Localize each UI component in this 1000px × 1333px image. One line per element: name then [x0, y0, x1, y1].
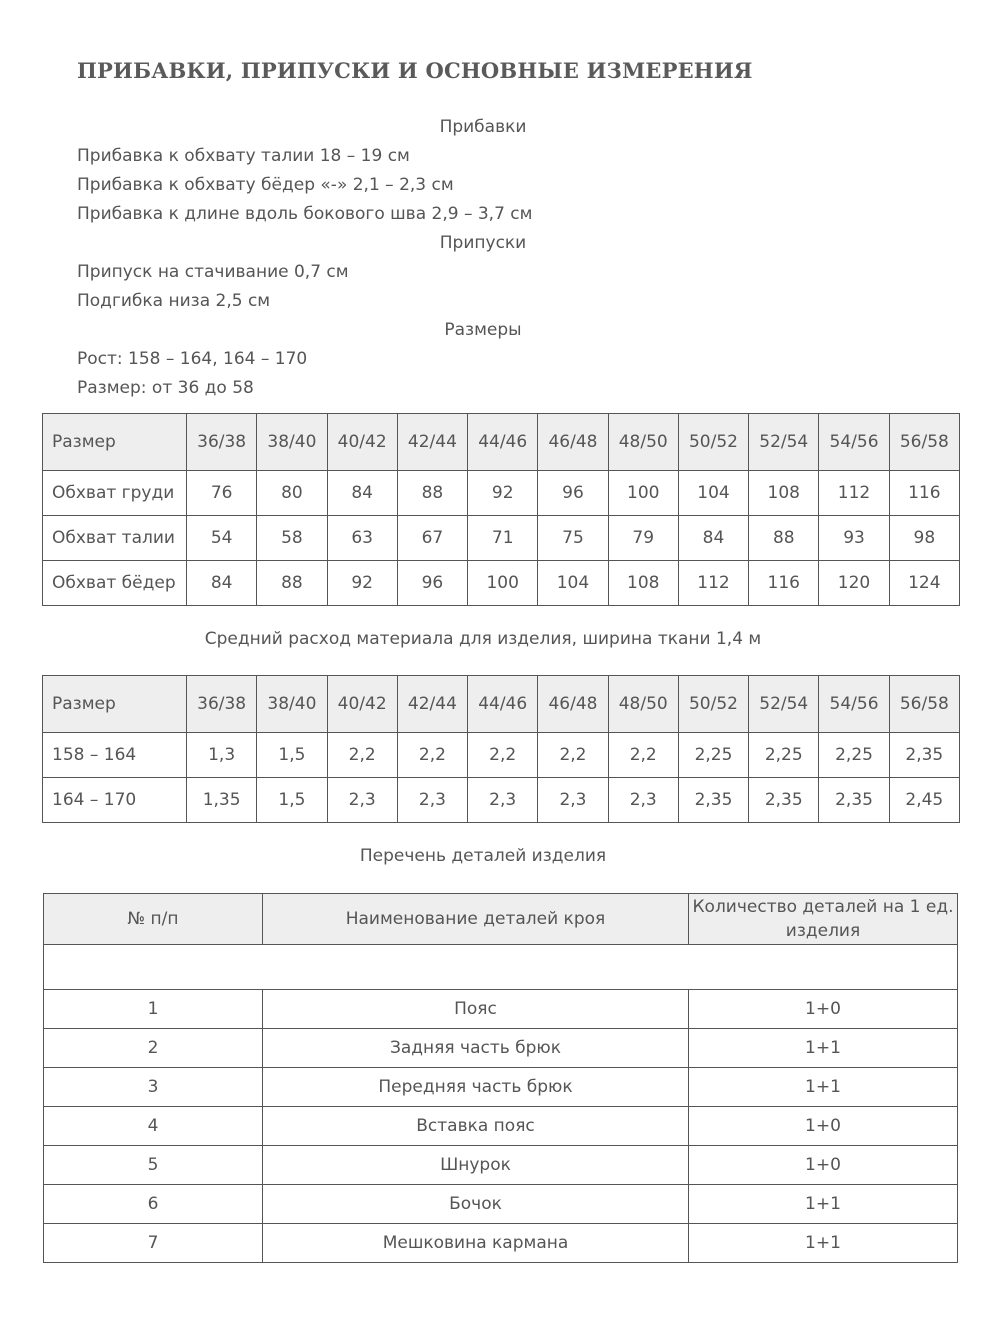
table-cell: 75 [538, 516, 608, 561]
table-row [44, 1107, 958, 1146]
table-cell: 2,3 [397, 778, 467, 823]
table-cell: 46/48 [538, 676, 608, 733]
table-cell: 92 [468, 471, 538, 516]
table-cell: 2,25 [819, 733, 889, 778]
size-line: Размер: от 36 до 58 [77, 378, 254, 398]
table-cell: 88 [397, 471, 467, 516]
table-row [44, 1068, 958, 1107]
table-cell: 112 [678, 561, 748, 606]
table-cell: 2,2 [397, 733, 467, 778]
table-cell: 52/54 [749, 676, 819, 733]
table-cell: 84 [327, 471, 397, 516]
table-cell: 2,35 [819, 778, 889, 823]
row-label-cell: 164 – 170 [43, 778, 187, 823]
table-cell: 36/38 [187, 414, 257, 471]
table-cell: 40/42 [327, 676, 397, 733]
header-cell: Наименование деталей кроя [263, 894, 689, 945]
row-label-cell: Обхват талии [43, 516, 187, 561]
table-cell: 80 [257, 471, 327, 516]
table-cell: 2,2 [538, 733, 608, 778]
table-row [44, 1224, 958, 1263]
table-cell: 92 [327, 561, 397, 606]
table-cell: 71 [468, 516, 538, 561]
table-cell: 38/40 [257, 676, 327, 733]
table-cell: 1,35 [187, 778, 257, 823]
table-cell: 38/40 [257, 414, 327, 471]
parts-heading: Перечень деталей изделия [359, 846, 607, 866]
table-cell: 116 [749, 561, 819, 606]
row-label-cell: Обхват бёдер [43, 561, 187, 606]
seam-line: Подгибка низа 2,5 см [77, 291, 271, 311]
table-cell: 44/46 [468, 676, 538, 733]
table-row [43, 778, 960, 823]
table-cell: 1+0 [689, 1107, 958, 1146]
header-cell: Количество деталей на 1 ед. изделия [689, 894, 958, 945]
table-cell: 67 [397, 516, 467, 561]
table-cell: 1+0 [689, 990, 958, 1029]
table-row [43, 516, 960, 561]
table-cell: 2,35 [749, 778, 819, 823]
allowances-heading: Прибавки [439, 117, 527, 137]
table-cell: Пояс [263, 990, 689, 1029]
table-cell: 42/44 [397, 414, 467, 471]
table-cell: 1+1 [689, 1224, 958, 1263]
table-row [43, 733, 960, 778]
seams-heading: Припуски [439, 233, 527, 253]
table-row [44, 990, 958, 1029]
table-cell: 93 [819, 516, 889, 561]
table-cell: 2,2 [608, 733, 678, 778]
table-cell: 58 [257, 516, 327, 561]
table-cell: 120 [819, 561, 889, 606]
table-cell: 1,5 [257, 733, 327, 778]
table-cell: 1+1 [689, 1029, 958, 1068]
table-cell: 96 [397, 561, 467, 606]
table-cell: 1+0 [689, 1146, 958, 1185]
table-cell: 1,3 [187, 733, 257, 778]
allowance-line: Прибавка к обхвату бёдер «-» 2,1 – 2,3 см [77, 175, 454, 195]
row-label-cell: Обхват груди [43, 471, 187, 516]
table-cell: 46/48 [538, 414, 608, 471]
table-cell: 2,3 [327, 778, 397, 823]
table-cell: Бочок [263, 1185, 689, 1224]
table-cell: 63 [327, 516, 397, 561]
row-label-cell: Размер [43, 414, 187, 471]
table-cell: 50/52 [678, 676, 748, 733]
table-cell: Передняя часть брюк [263, 1068, 689, 1107]
table-cell: 6 [44, 1185, 263, 1224]
table-cell: Задняя часть брюк [263, 1029, 689, 1068]
allowance-line: Прибавка к длине вдоль бокового шва 2,9 – 3,7 см [77, 204, 533, 224]
table-row [44, 1185, 958, 1224]
allowance-line: Прибавка к обхвату талии 18 – 19 см [77, 146, 410, 166]
table-cell: 54/56 [819, 414, 889, 471]
empty-row [44, 945, 958, 990]
table-cell: 54/56 [819, 676, 889, 733]
consumption-table [42, 675, 960, 823]
seam-line: Припуск на стачивание 0,7 см [77, 262, 349, 282]
table-cell: 2,3 [608, 778, 678, 823]
table-header-row [43, 676, 960, 733]
table-cell: 104 [678, 471, 748, 516]
table-cell: 50/52 [678, 414, 748, 471]
table-cell: 1,5 [257, 778, 327, 823]
table-cell: 1+1 [689, 1068, 958, 1107]
table-cell: 1 [44, 990, 263, 1029]
table-cell: 88 [749, 516, 819, 561]
table-cell: 3 [44, 1068, 263, 1107]
table-cell: 48/50 [608, 414, 678, 471]
table-cell: 2,35 [678, 778, 748, 823]
size-line: Рост: 158 – 164, 164 – 170 [77, 349, 308, 369]
table-cell: 2,2 [468, 733, 538, 778]
table-cell: 1+1 [689, 1185, 958, 1224]
table-cell: 100 [608, 471, 678, 516]
page-title: ПРИБАВКИ, ПРИПУСКИ И ОСНОВНЫЕ ИЗМЕРЕНИЯ [77, 58, 753, 83]
table-cell: 2,45 [889, 778, 959, 823]
table-cell: Мешковина кармана [263, 1224, 689, 1263]
table-cell: 54 [187, 516, 257, 561]
table-cell: 5 [44, 1146, 263, 1185]
table-cell: 52/54 [749, 414, 819, 471]
table-cell: 44/46 [468, 414, 538, 471]
measurements-table [42, 413, 960, 606]
table-row [43, 561, 960, 606]
table-cell: 98 [889, 516, 959, 561]
table-row [43, 471, 960, 516]
consumption-heading: Средний расход материала для изделия, ширина ткани 1,4 м [204, 629, 762, 649]
table-cell: 2,2 [327, 733, 397, 778]
table-cell: 42/44 [397, 676, 467, 733]
table-header-row [44, 894, 958, 945]
table-cell: 2,25 [678, 733, 748, 778]
table-cell: 112 [819, 471, 889, 516]
table-cell: 76 [187, 471, 257, 516]
table-row [44, 1146, 958, 1185]
table-cell: 56/58 [889, 414, 959, 471]
table-cell: 7 [44, 1224, 263, 1263]
table-cell: 88 [257, 561, 327, 606]
table-cell: Шнурок [263, 1146, 689, 1185]
empty-cell [44, 945, 958, 990]
table-cell: 56/58 [889, 676, 959, 733]
table-cell: 100 [468, 561, 538, 606]
table-cell: 116 [889, 471, 959, 516]
sizes-heading: Размеры [444, 320, 522, 340]
table-cell: 2 [44, 1029, 263, 1068]
table-cell: Вставка пояс [263, 1107, 689, 1146]
table-cell: 2,3 [468, 778, 538, 823]
table-cell: 108 [749, 471, 819, 516]
header-cell: № п/п [44, 894, 263, 945]
table-cell: 36/38 [187, 676, 257, 733]
row-label-cell: 158 – 164 [43, 733, 187, 778]
parts-table [43, 893, 958, 1263]
table-cell: 2,25 [749, 733, 819, 778]
table-cell: 40/42 [327, 414, 397, 471]
table-cell: 4 [44, 1107, 263, 1146]
table-cell: 124 [889, 561, 959, 606]
table-header-row [43, 414, 960, 471]
table-cell: 79 [608, 516, 678, 561]
table-cell: 48/50 [608, 676, 678, 733]
row-label-cell: Размер [43, 676, 187, 733]
table-cell: 2,35 [889, 733, 959, 778]
table-cell: 96 [538, 471, 608, 516]
table-cell: 84 [678, 516, 748, 561]
table-cell: 108 [608, 561, 678, 606]
table-row [44, 1029, 958, 1068]
table-cell: 104 [538, 561, 608, 606]
table-cell: 2,3 [538, 778, 608, 823]
table-cell: 84 [187, 561, 257, 606]
